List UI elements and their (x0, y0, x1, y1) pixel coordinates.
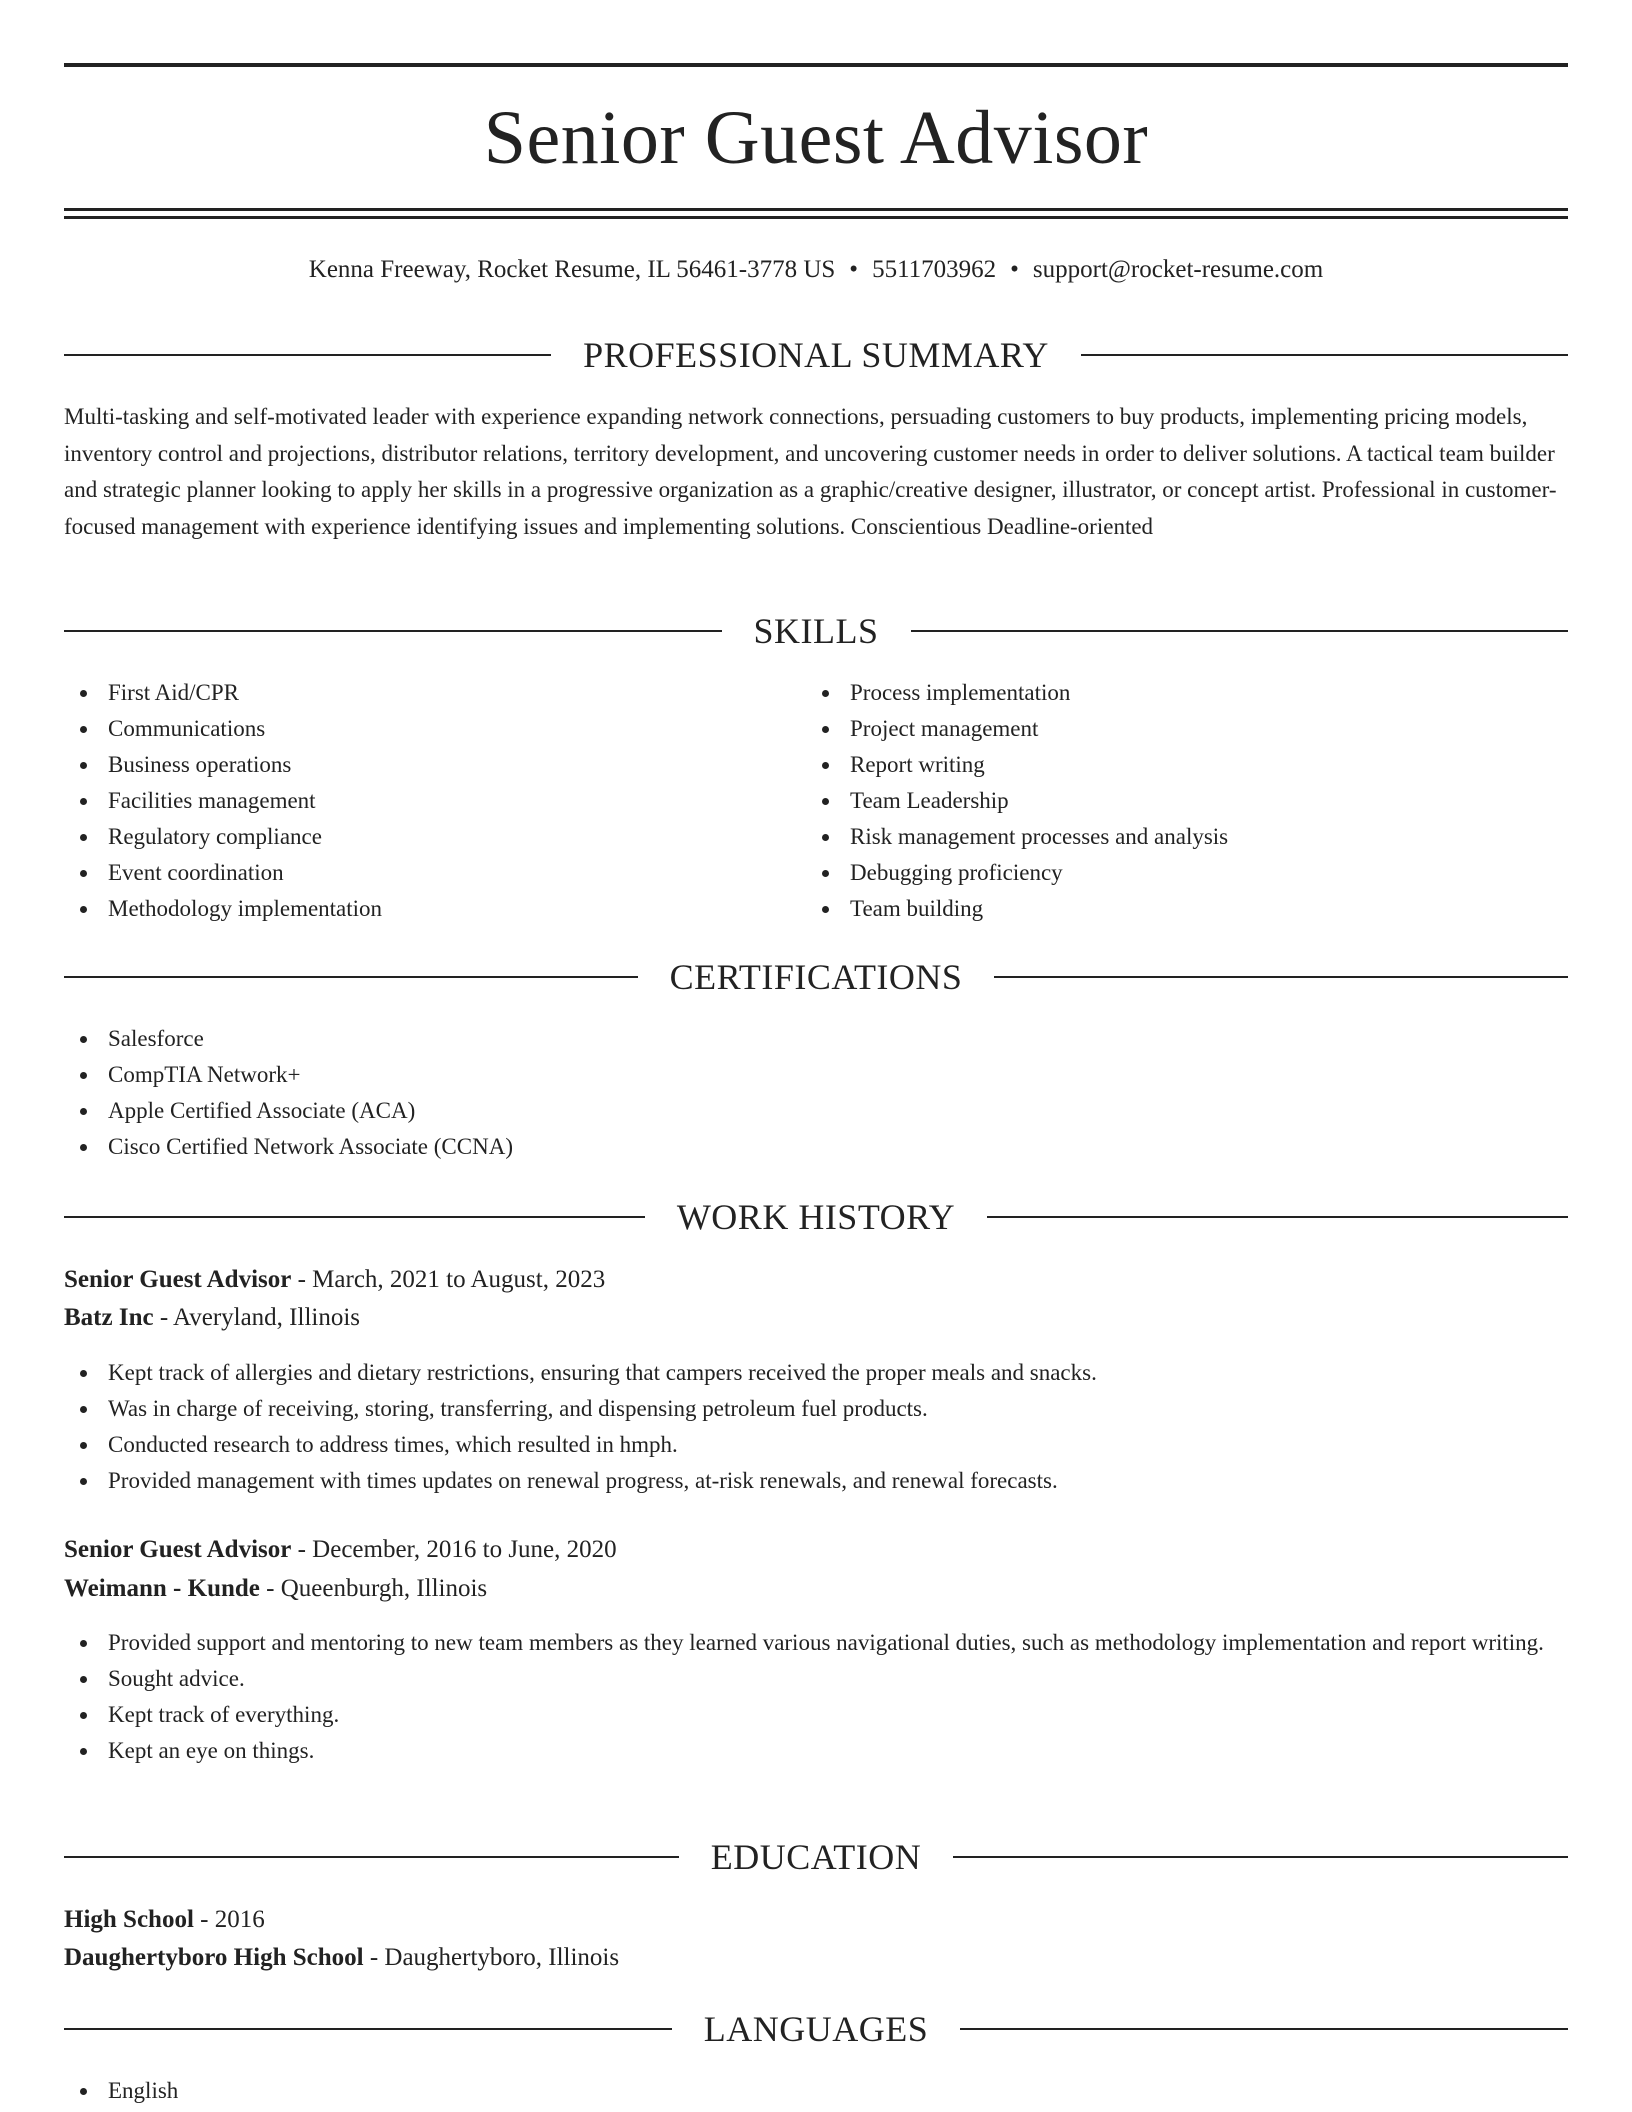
list-item: Apple Certified Associate (ACA) (64, 1093, 1568, 1129)
heading-rule-right (911, 630, 1569, 632)
skills-right-column (806, 675, 1566, 927)
list-item: Provided management with times updates on renewal progress, at-risk renewals, and renewal forecasts. (64, 1463, 1568, 1499)
heading-rule-right (953, 1856, 1568, 1858)
education-degree-line (64, 1902, 1568, 1938)
list-item: Provided support and mentoring to new team members as they learned various navigational duties, such as methodology implementation and report writing. (64, 1625, 1568, 1661)
education-school-line (64, 1940, 1568, 1976)
heading-rule-left (64, 630, 722, 632)
list-item: Methodology implementation (64, 891, 804, 927)
list-item: Risk management processes and analysis (806, 819, 1566, 855)
list-item: Conducted research to address times, which resulted in hmph. (64, 1427, 1568, 1463)
list-item: Kept track of allergies and dietary restrictions, ensuring that campers received the proper meals and snacks. (64, 1355, 1568, 1391)
list-item: Debugging proficiency (806, 855, 1566, 891)
section-heading-certifications (64, 955, 1568, 999)
list-item: Kept an eye on things. (64, 1733, 1568, 1769)
section-heading-label: CERTIFICATIONS (669, 957, 963, 997)
summary-text: Multi-tasking and self-motivated leader with experience expanding network connections, persuading customers to buy products, implementing pricing models, inventory control and projections, distributor relations, territory development, and uncovering customer needs in order to deliver solutions. A tactical team builder and strategic planner looking to apply her skills in a progressive organization as a graphic/creative designer, illustrator, or concept artist. Professional in customer-focused management with experience identifying issues and implementing solutions. Conscientious Deadline-oriented (64, 404, 1557, 539)
job-company-line (64, 1571, 1568, 1607)
contact-separator: • (849, 256, 859, 283)
job-dates: - December, 2016 to June, 2020 (291, 1536, 617, 1563)
section-heading-work-history (64, 1195, 1568, 1239)
skills-list-right (806, 675, 1566, 927)
header-top-rule (64, 63, 1568, 67)
education-location: - Daughertyboro, Illinois (363, 1944, 620, 1971)
job-bullets (64, 1625, 1568, 1769)
list-item: First Aid/CPR (64, 675, 804, 711)
heading-rule-left (64, 976, 638, 978)
list-item: Project management (806, 711, 1566, 747)
list-item: Facilities management (64, 783, 804, 819)
list-item: Sought advice. (64, 1661, 1568, 1697)
heading-rule-right (1081, 354, 1568, 356)
heading-rule-right (987, 1216, 1568, 1218)
job-bullets (64, 1355, 1568, 1499)
job-company: Batz Inc (64, 1304, 154, 1331)
list-item: Team Leadership (806, 783, 1566, 819)
header-bottom-rule (64, 208, 1568, 211)
heading-rule-left (64, 1216, 645, 1218)
job-bullets-wrap (64, 1625, 1568, 1769)
heading-rule-right (960, 2028, 1568, 2030)
list-item: Cisco Certified Network Associate (CCNA) (64, 1129, 1568, 1165)
section-heading-label: WORK HISTORY (676, 1197, 956, 1237)
section-heading-label: LANGUAGES (703, 2009, 929, 2049)
list-item: Business operations (64, 747, 804, 783)
section-heading-label: PROFESSIONAL SUMMARY (583, 335, 1049, 375)
job-company-line (64, 1300, 1568, 1336)
contact-line (64, 252, 1568, 288)
contact-phone: 5511703962 (872, 256, 997, 283)
job-dates: - March, 2021 to August, 2023 (291, 1266, 606, 1293)
list-item: Regulatory compliance (64, 819, 804, 855)
list-item: CompTIA Network+ (64, 1057, 1568, 1093)
languages-list (64, 2073, 1568, 2109)
resume-title: Senior Guest Advisor (483, 96, 1149, 180)
list-item: Was in charge of receiving, storing, transferring, and dispensing petroleum fuel products. (64, 1391, 1568, 1427)
list-item: Process implementation (806, 675, 1566, 711)
list-item: English (64, 2073, 1568, 2109)
section-heading-languages (64, 2007, 1568, 2051)
list-item: Event coordination (64, 855, 804, 891)
certifications-list-wrap (64, 1021, 1568, 1165)
job-company: Weimann - Kunde (64, 1575, 260, 1602)
job-title-line (64, 1532, 1568, 1568)
skills-left-column (64, 675, 804, 927)
section-heading-summary (64, 333, 1568, 377)
list-item: Team building (806, 891, 1566, 927)
list-item: Report writing (806, 747, 1566, 783)
education-degree: High School (64, 1906, 194, 1933)
certifications-list (64, 1021, 1568, 1165)
heading-rule-left (64, 2028, 672, 2030)
job-title-line (64, 1262, 1568, 1298)
header-bottom-rule-double (64, 216, 1568, 219)
job-bullets-wrap (64, 1355, 1568, 1499)
education-year: - 2016 (193, 1906, 265, 1933)
job-title: Senior Guest Advisor (64, 1266, 292, 1293)
heading-rule-right (994, 976, 1568, 978)
job-location: - Averyland, Illinois (153, 1304, 361, 1331)
skills-list-left (64, 675, 804, 927)
heading-rule-left (64, 1856, 679, 1858)
languages-list-wrap (64, 2073, 1568, 2109)
education-school: Daughertyboro High School (64, 1944, 364, 1971)
list-item: Kept track of everything. (64, 1697, 1568, 1733)
section-heading-label: EDUCATION (710, 1837, 922, 1877)
contact-address: Kenna Freeway, Rocket Resume, IL 56461-3778 US (308, 256, 836, 283)
section-heading-label: SKILLS (753, 611, 879, 651)
section-heading-skills (64, 609, 1568, 653)
list-item: Communications (64, 711, 804, 747)
job-title: Senior Guest Advisor (64, 1536, 292, 1563)
section-heading-education (64, 1835, 1568, 1879)
contact-separator: • (1010, 256, 1019, 283)
job-location: - Queenburgh, Illinois (259, 1575, 488, 1602)
contact-email[interactable]: support@rocket-resume.com (1032, 256, 1324, 283)
heading-rule-left (64, 354, 551, 356)
list-item: Salesforce (64, 1021, 1568, 1057)
